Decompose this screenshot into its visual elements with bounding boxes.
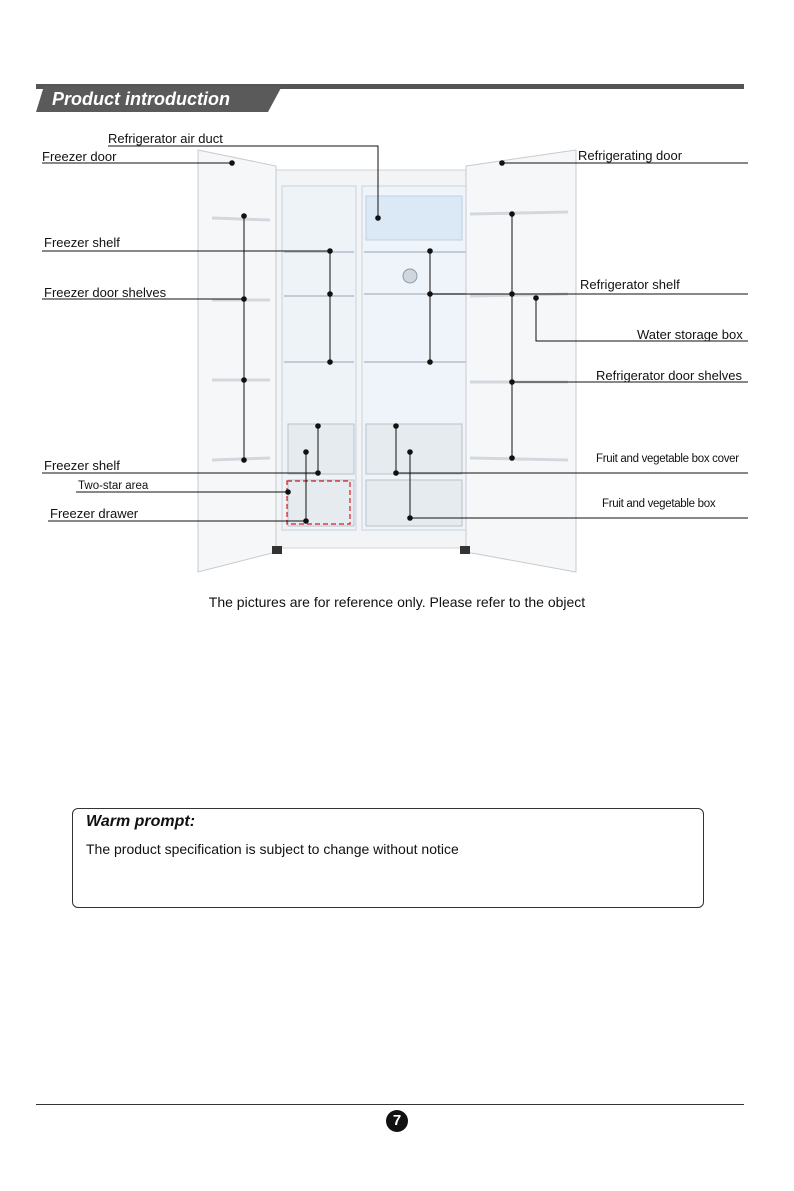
label-freezer-shelf-bottom: Freezer shelf — [44, 458, 120, 473]
freezer-compartment — [282, 186, 356, 530]
label-freezer-door: Freezer door — [42, 149, 117, 164]
page-title: Product introduction — [52, 89, 230, 109]
freezer-door-panel — [198, 150, 276, 572]
label-freezer-drawer: Freezer drawer — [50, 506, 139, 521]
label-water-storage-box: Water storage box — [637, 327, 743, 342]
label-freezer-door-shelves: Freezer door shelves — [44, 285, 167, 300]
warm-prompt-text: The product specification is subject to change without notice — [86, 841, 459, 857]
figure-caption: The pictures are for reference only. Please refer to the object — [208, 594, 586, 610]
page-number: 7 — [386, 1110, 408, 1132]
label-fruit-vegetable-box-cover: Fruit and vegetable box cover — [596, 453, 739, 465]
footer-rule — [36, 1104, 744, 1105]
label-freezer-shelf-top: Freezer shelf — [44, 235, 120, 250]
label-refrigerator-shelf: Refrigerator shelf — [580, 277, 680, 292]
label-fruit-vegetable-box: Fruit and vegetable box — [602, 498, 716, 510]
warm-prompt-title: Warm prompt: — [86, 813, 196, 830]
label-refrigerator-air-duct: Refrigerator air duct — [108, 131, 223, 146]
label-refrigerating-door: Refrigerating door — [578, 148, 683, 163]
water-filter-knob — [403, 269, 417, 283]
label-two-star-area: Two-star area — [78, 480, 149, 492]
label-refrigerator-door-shelves: Refrigerator door shelves — [596, 368, 742, 383]
